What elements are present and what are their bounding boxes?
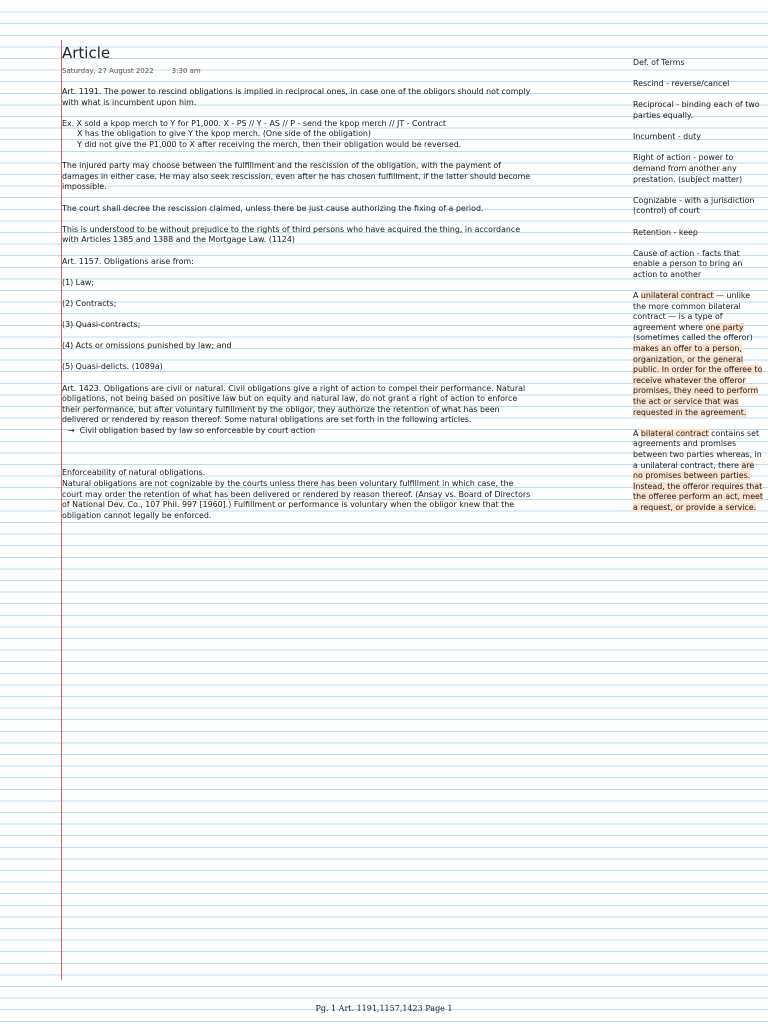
page-title: Article	[62, 44, 111, 62]
term-item: Retention - keep	[633, 227, 698, 237]
note-text: A	[633, 291, 641, 301]
note-text: contains set agreements and promises between two parties whereas, in a unilateral contract, there	[633, 428, 762, 470]
unilateral-contract-note	[633, 291, 763, 418]
note-text: — unlike the more common bilateral contract — is a type of agreement where	[633, 291, 751, 332]
art-1191-paragraph: Art. 1191. The power to rescind obligations is implied in reciprocal ones, in case one of the obligors should not comply with what is incumbent upon him.	[62, 87, 531, 107]
arrow-note	[62, 426, 532, 437]
art-1157-paragraph: Art. 1157. Obligations arise from:	[62, 256, 194, 266]
enforceability-paragraph	[62, 468, 532, 521]
art-1423-paragraph: Art. 1423. Obligations are civil or natural. Civil obligations give a right of action to compel their performance. Natural obligations, not being based on positive law but on equity and natural law, do not grant a right of action to enforce their performance, but after voluntary fulfillment by the obligor, they authorize the retention of what has been delivered or rendered by reason thereof. Some natural obligations are set forth in the following articles.	[62, 383, 526, 425]
term-item: Right of action - power to demand from another any prestation. (subject matter)	[633, 153, 743, 184]
page-datetime	[62, 66, 201, 76]
example-line: X has the obligation to give Y the kpop merch. (One side of the obligation)	[77, 129, 372, 139]
term-item: Reciprocal - binding each of two parties equally.	[633, 100, 760, 120]
term-item: Rescind - reverse/cancel	[633, 79, 730, 89]
highlighted-text: bilateral contract	[640, 428, 709, 438]
example-line: Y did not give the P1,000 to X after receiving the merch, then their obligation would be reversed.	[77, 139, 462, 149]
arrow-icon: →	[68, 426, 75, 435]
term-item: Cognizable - with a jurisdiction (control) of court	[633, 195, 755, 216]
definitions-column	[633, 58, 763, 524]
source-item: (1) Law;	[62, 277, 95, 287]
court-paragraph: The court shall decree the rescission claimed, unless there be just cause authorizing the fixing of a period.	[62, 203, 484, 213]
source-item: (2) Contracts;	[62, 298, 117, 308]
page-footer: Pg. 1 Art. 1191,1157,1423 Page 1	[315, 1004, 453, 1013]
term-item: Incumbent - duty	[633, 132, 701, 142]
note-text: (sometimes called the offeror)	[633, 333, 753, 343]
highlighted-text: unilateral contract	[640, 291, 714, 301]
enforceability-body: Natural obligations are not cognizable by the courts unless there has been voluntary fulfillment in which case, the court may order the retention of what has been delivered or rendered by reason thereof. (Ansay vs. Board of Directors of National Dev. Co., 107 Phil. 997 [1960].) Fulfillment or performance is voluntary when the obligor knew that the obligation cannot legally be enforced.	[62, 478, 531, 520]
example-line: Ex. X sold a kpop merch to Y for P1,000. X - PS // Y - AS // P - send the kpop merch // JT - Contract	[62, 118, 446, 128]
page-time: 3:30 am	[171, 67, 201, 75]
main-notes	[62, 87, 532, 532]
third-persons-paragraph: This is understood to be without prejudice to the rights of third persons who have acquired the thing, in accordance with Articles 1385 and 1388 and the Mortgage Law. (1124)	[62, 224, 521, 245]
note-text: A	[633, 428, 641, 438]
enforceability-heading: Enforceability of natural obligations.	[62, 468, 206, 478]
definitions-heading: Def. of Terms	[633, 58, 685, 67]
source-item: (5) Quasi-delicts. (1089a)	[62, 362, 163, 372]
bilateral-contract-note	[633, 429, 763, 514]
highlighted-text: one party	[705, 322, 744, 332]
source-item: (3) Quasi-contracts;	[62, 320, 141, 330]
term-item: Cause of action - facts that enable a person to bring an action to another	[633, 248, 743, 279]
example-block	[62, 119, 532, 151]
page-date: Saturday, 27 August 2022	[62, 67, 154, 75]
highlighted-text: makes an offer to a person, organization, or the general public. In order for the offeree to receive whatever the offeror promises, they need to perform the act or service that was requested in the agreement.	[633, 344, 763, 417]
arrow-note-text: Civil obligation based by law so enforceable by court action	[79, 426, 316, 435]
source-item: (4) Acts or omissions punished by law; and	[62, 341, 232, 351]
injured-party-paragraph: The injured party may choose between the fulfillment and the rescission of the obligation, with the payment of damages in either case. He may also seek rescission, even after he has chosen fulfillment, if the latter should become impossible.	[62, 161, 531, 192]
highlighted-text: are no promises between parties. Instead, the offeror requires that the offeree perform an act, meet a request, or provide a service.	[633, 460, 763, 512]
